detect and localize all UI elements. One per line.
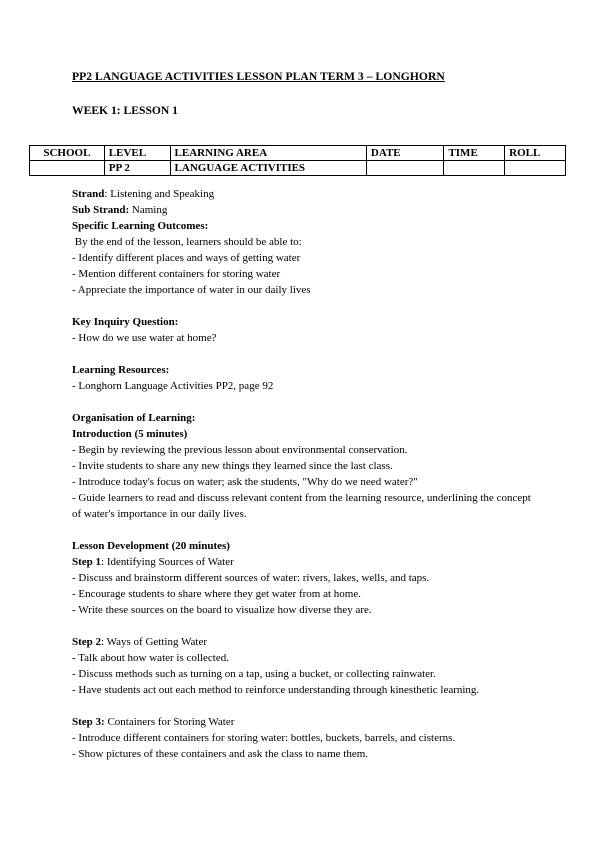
strand-sep: : — [104, 188, 108, 200]
step1-label: Step 1 — [72, 556, 102, 568]
list-item: - Guide learners to read and discuss relevant content from the learning resource, underlining the concept of water's importance in our daily lives. — [72, 492, 531, 520]
step2-line — [72, 634, 532, 650]
resources-heading: Learning Resources: — [72, 364, 170, 376]
step1-title: Identifying Sources of Water — [104, 556, 234, 568]
sub-strand-label: Sub Strand: — [72, 204, 130, 216]
step1-sep: : — [101, 556, 105, 568]
step3-label: Step 3: — [72, 716, 105, 728]
step2-sep: : — [101, 636, 105, 648]
list-item: - Discuss and brainstorm different sources of water: rivers, lakes, wells, and taps. — [72, 572, 430, 584]
header-date: DATE — [366, 146, 444, 161]
list-item: - Mention different containers for storing water — [72, 268, 281, 280]
list-item: - Encourage students to share where they get water from at home. — [72, 588, 361, 600]
document-title: PP2 LANGUAGE ACTIVITIES LESSON PLAN TERM 3 – LONGHORN — [72, 70, 445, 83]
list-item: - Talk about how water is collected. — [72, 652, 229, 664]
table-header-row — [30, 146, 566, 161]
list-item: - Discuss methods such as turning on a tap, using a bucket, or collecting rainwater. — [72, 668, 436, 680]
list-item: - Begin by reviewing the previous lesson about environmental conservation. — [72, 444, 408, 456]
development-heading: Lesson Development (20 minutes) — [72, 540, 230, 552]
organisation-heading: Organisation of Learning: — [72, 412, 196, 424]
cell-school — [30, 161, 105, 176]
list-item: - Introduce different containers for storing water: bottles, buckets, barrels, and cisterns. — [72, 732, 456, 744]
sub-strand-line — [72, 202, 532, 218]
cell-learning-area: LANGUAGE ACTIVITIES — [170, 161, 366, 176]
list-item: - Write these sources on the board to visualize how diverse they are. — [72, 604, 372, 616]
table-row — [30, 161, 566, 176]
lesson-heading: WEEK 1: LESSON 1 — [72, 104, 178, 117]
header-learning-area: LEARNING AREA — [170, 146, 366, 161]
list-item: - Introduce today's focus on water; ask the students, "Why do we need water?" — [72, 476, 418, 488]
cell-time — [444, 161, 505, 176]
step2-title: Ways of Getting Water — [104, 636, 208, 648]
list-item: - Longhorn Language Activities PP2, page 92 — [72, 380, 274, 392]
list-item: - Have students act out each method to reinforce understanding through kinesthetic learning. — [72, 684, 480, 696]
introduction-heading: Introduction (5 minutes) — [72, 428, 188, 440]
step2-label: Step 2 — [72, 636, 102, 648]
step3-title: Containers for Storing Water — [104, 716, 235, 728]
lesson-info-table — [29, 145, 566, 176]
strand-value: Listening and Speaking — [107, 188, 215, 200]
outcomes-heading: Specific Learning Outcomes: — [72, 220, 209, 232]
sub-strand-value: Naming — [129, 204, 168, 216]
strand-label: Strand — [72, 188, 105, 200]
inquiry-heading: Key Inquiry Question: — [72, 316, 179, 328]
header-level: LEVEL — [104, 146, 170, 161]
cell-date — [366, 161, 444, 176]
list-item: - Appreciate the importance of water in our daily lives — [72, 284, 311, 296]
cell-roll — [505, 161, 566, 176]
header-school: SCHOOL — [30, 146, 105, 161]
header-time: TIME — [444, 146, 505, 161]
step1-line — [72, 554, 532, 570]
list-item: - Show pictures of these containers and ask the class to name them. — [72, 748, 369, 760]
strand-line — [72, 186, 532, 202]
list-item: - Identify different places and ways of getting water — [72, 252, 301, 264]
step3-line — [72, 714, 532, 730]
lesson-body — [72, 186, 532, 762]
list-item: - How do we use water at home? — [72, 332, 217, 344]
header-roll: ROLL — [505, 146, 566, 161]
list-item: - Invite students to share any new things they learned since the last class. — [72, 460, 393, 472]
cell-level: PP 2 — [104, 161, 170, 176]
outcomes-intro: By the end of the lesson, learners should be able to: — [72, 236, 302, 248]
